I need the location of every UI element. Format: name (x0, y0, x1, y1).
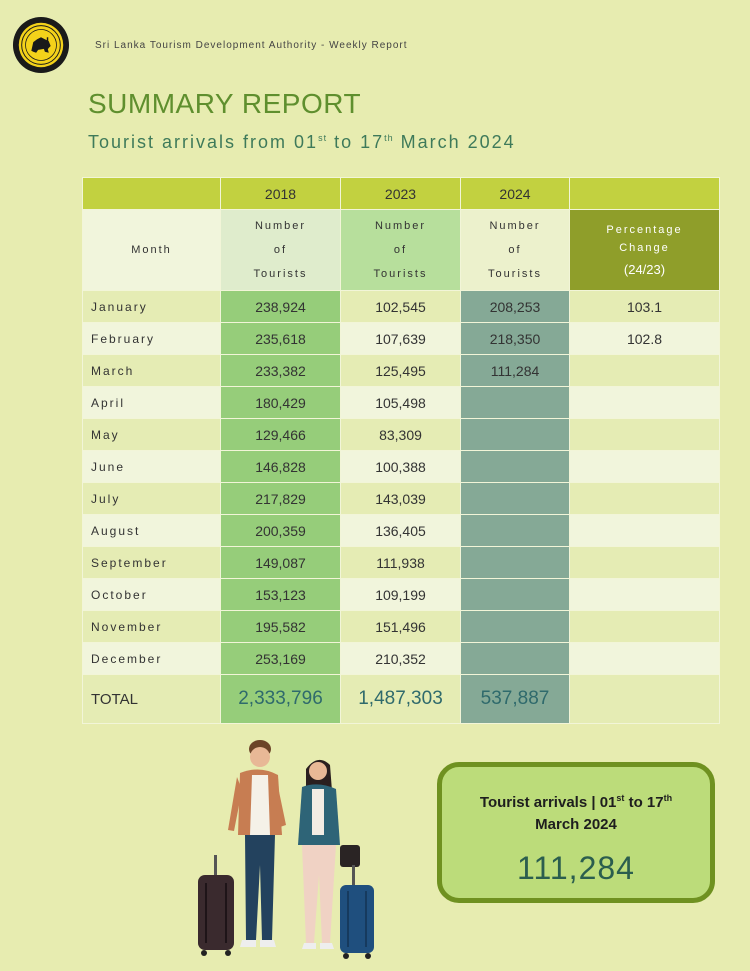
value-2023-cell: 111,938 (341, 547, 461, 579)
value-2018-cell: 200,359 (221, 515, 341, 547)
table-row (83, 547, 720, 579)
value-2024-cell (461, 547, 570, 579)
month-cell: November (83, 611, 221, 643)
table-row (83, 419, 720, 451)
table-row (83, 483, 720, 515)
percentage-change-header: Percentage Change (24/23) (570, 210, 720, 291)
value-2023-cell: 83,309 (341, 419, 461, 451)
month-cell: June (83, 451, 221, 483)
value-2023-cell: 125,495 (341, 355, 461, 387)
pct-change-cell (570, 579, 720, 611)
value-2023-cell: 143,039 (341, 483, 461, 515)
page-subtitle: Tourist arrivals from 01st to 17th March 2024 (88, 132, 516, 152)
blank-header (83, 178, 221, 210)
year-2024-header: 2024 (461, 178, 570, 210)
tourists-2023-header: Number of Tourists (341, 210, 461, 291)
value-2018-cell: 238,924 (221, 291, 341, 323)
value-2024-cell (461, 611, 570, 643)
value-2024-cell (461, 419, 570, 451)
total-2023: 1,487,303 (341, 675, 461, 724)
month-cell: October (83, 579, 221, 611)
month-cell: January (83, 291, 221, 323)
callout-value: 111,284 (517, 850, 635, 886)
table-row (83, 291, 720, 323)
value-2024-cell (461, 643, 570, 675)
month-cell: May (83, 419, 221, 451)
pct-change-cell (570, 611, 720, 643)
pct-change-cell (570, 643, 720, 675)
value-2024-cell: 218,350 (461, 323, 570, 355)
table-row (83, 579, 720, 611)
month-cell: September (83, 547, 221, 579)
value-2024-cell (461, 579, 570, 611)
month-column-header: Month (83, 210, 221, 291)
table-row (83, 355, 720, 387)
value-2018-cell: 180,429 (221, 387, 341, 419)
year-header-row (83, 178, 720, 210)
column-label-row (83, 210, 720, 291)
table-row (83, 451, 720, 483)
value-2023-cell: 107,639 (341, 323, 461, 355)
value-2024-cell (461, 387, 570, 419)
tourists-2024-header: Number of Tourists (461, 210, 570, 291)
value-2024-cell: 111,284 (461, 355, 570, 387)
year-2023-header: 2023 (341, 178, 461, 210)
pct-change-cell (570, 483, 720, 515)
value-2024-cell: 208,253 (461, 291, 570, 323)
table-row (83, 515, 720, 547)
tourists-2018-header: Number of Tourists (221, 210, 341, 291)
month-cell: August (83, 515, 221, 547)
total-label: TOTAL (83, 675, 221, 724)
year-2018-header: 2018 (221, 178, 341, 210)
pct-change-cell (570, 547, 720, 579)
table-row (83, 643, 720, 675)
table-row (83, 611, 720, 643)
total-pct (570, 675, 720, 724)
travelers-illustration (190, 735, 390, 960)
value-2018-cell: 235,618 (221, 323, 341, 355)
value-2024-cell (461, 483, 570, 515)
arrivals-callout (437, 762, 715, 903)
value-2024-cell (461, 451, 570, 483)
pct-change-cell: 102.8 (570, 323, 720, 355)
arrivals-table (82, 177, 720, 724)
value-2018-cell: 153,123 (221, 579, 341, 611)
value-2023-cell: 109,199 (341, 579, 461, 611)
pct-change-cell (570, 515, 720, 547)
total-row (83, 675, 720, 724)
value-2018-cell: 146,828 (221, 451, 341, 483)
table-row (83, 323, 720, 355)
month-cell: July (83, 483, 221, 515)
value-2023-cell: 105,498 (341, 387, 461, 419)
pct-change-cell (570, 451, 720, 483)
callout-title: Tourist arrivals | 01st to 17th March 2024 (479, 793, 673, 833)
value-2018-cell: 233,382 (221, 355, 341, 387)
table-row (83, 387, 720, 419)
value-2018-cell: 129,466 (221, 419, 341, 451)
total-2024: 537,887 (461, 675, 570, 724)
total-2018: 2,333,796 (221, 675, 341, 724)
value-2018-cell: 195,582 (221, 611, 341, 643)
page-title: SUMMARY REPORT (88, 88, 362, 119)
month-cell: March (83, 355, 221, 387)
value-2024-cell (461, 515, 570, 547)
month-cell: December (83, 643, 221, 675)
pct-change-cell (570, 355, 720, 387)
value-2023-cell: 100,388 (341, 451, 461, 483)
blank-header (570, 178, 720, 210)
value-2023-cell: 210,352 (341, 643, 461, 675)
month-cell: February (83, 323, 221, 355)
lion-emblem-icon (12, 16, 70, 74)
value-2023-cell: 136,405 (341, 515, 461, 547)
month-cell: April (83, 387, 221, 419)
value-2023-cell: 151,496 (341, 611, 461, 643)
pct-change-cell: 103.1 (570, 291, 720, 323)
organization-header: Sri Lanka Tourism Development Authority - Weekly Report (95, 40, 408, 51)
value-2018-cell: 217,829 (221, 483, 341, 515)
pct-change-cell (570, 387, 720, 419)
value-2018-cell: 253,169 (221, 643, 341, 675)
value-2018-cell: 149,087 (221, 547, 341, 579)
pct-change-cell (570, 419, 720, 451)
value-2023-cell: 102,545 (341, 291, 461, 323)
